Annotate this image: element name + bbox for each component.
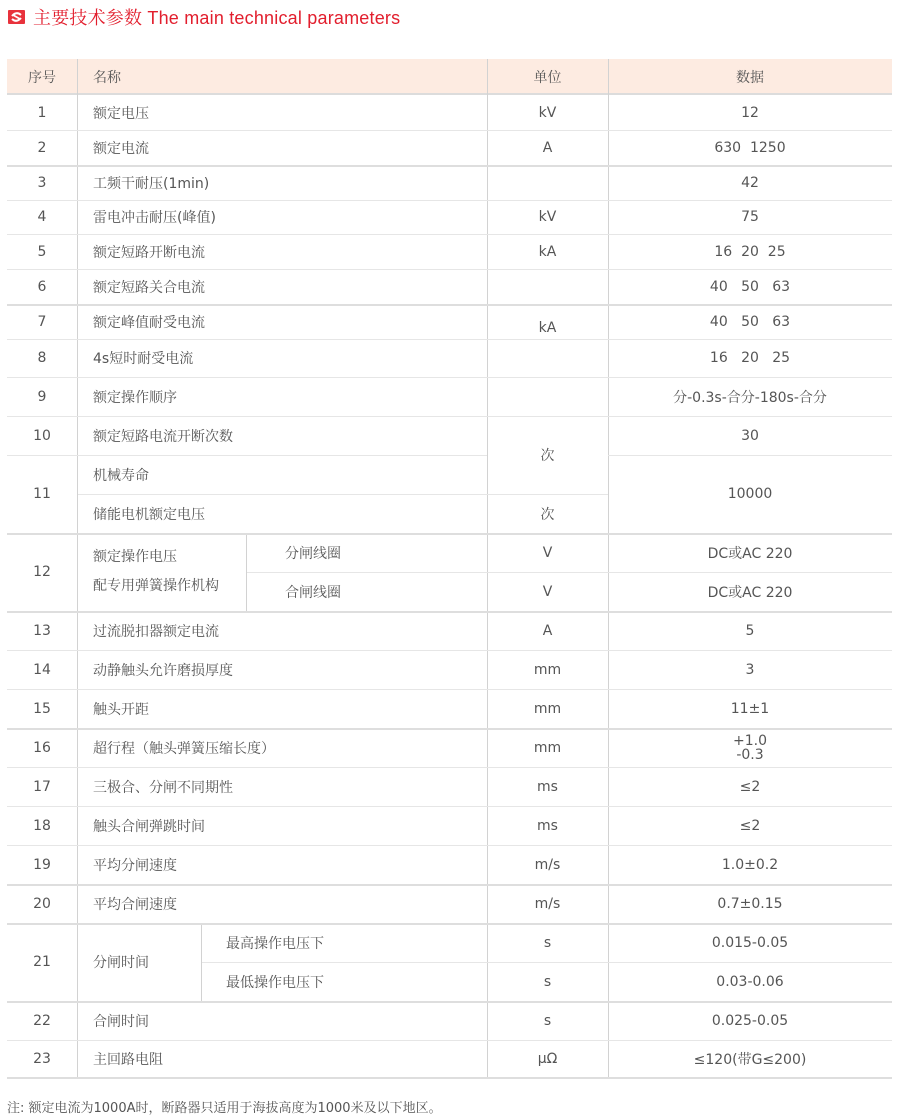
row-unit: μΩ: [537, 1050, 558, 1067]
row-unit: kA: [538, 319, 557, 336]
row-subname: 最低操作电压下: [226, 974, 324, 991]
row-name: 分闸时间: [93, 955, 149, 971]
row-name: 超行程（触头弹簧压缩长度）: [93, 740, 275, 757]
row-no: 21: [33, 954, 51, 970]
row-value: 75: [741, 209, 759, 225]
row-value: 1.0±0.2: [721, 856, 779, 873]
row-value: 12: [741, 104, 759, 121]
row-name: 工频干耐压(1min): [93, 175, 210, 192]
row-value: ≤120(带G≤200): [693, 1051, 807, 1068]
row-name: 触头合闸弹跳时间: [93, 818, 205, 835]
row-name: 平均分闸速度: [93, 857, 177, 874]
row-value: 分-0.3s-合分-180s-合分: [673, 389, 827, 406]
row-name: 过流脱扣器额定电流: [93, 623, 219, 640]
tolerance-lower: -0.3: [736, 746, 764, 763]
row-name: 额定短路关合电流: [93, 279, 205, 296]
row-no: 14: [33, 661, 51, 678]
tolerance-upper: +1.0: [733, 732, 767, 749]
row-name: 额定操作顺序: [93, 389, 177, 406]
row-name-group: [77, 533, 246, 611]
row-no: 17: [33, 778, 51, 795]
row-name: 触头开距: [93, 701, 149, 718]
row-name: 额定短路电流开断次数: [93, 428, 233, 445]
row-value: 5: [745, 622, 755, 639]
row-value: DC或AC 220: [707, 545, 793, 562]
row-subname: 分闸线圈: [285, 545, 341, 562]
row-no: 2: [37, 139, 47, 156]
row-no: 12: [33, 564, 51, 580]
row-unit: [487, 269, 608, 304]
row-name-secondary: 配专用弹簧操作机构: [93, 578, 219, 594]
row-value: 30: [741, 427, 759, 444]
row-name: 额定电流: [93, 140, 149, 157]
row-unit: ms: [537, 817, 558, 834]
row-name: 合闸时间: [93, 1013, 149, 1030]
row-value: 11±1: [730, 700, 770, 717]
row-no: 7: [37, 313, 47, 330]
row-no: 23: [33, 1050, 51, 1067]
row-unit: mm: [533, 739, 562, 756]
row-value: 16 20 25: [714, 243, 786, 260]
row-value: 0.03-0.06: [716, 973, 784, 990]
row-unit: mm: [533, 700, 562, 717]
row-unit: 次: [540, 506, 555, 523]
row-value: 16 20 25: [709, 350, 791, 366]
row-value: ≤2: [739, 817, 761, 834]
row-no: 3: [37, 174, 47, 191]
row-value-tolerance: [608, 728, 892, 767]
row-value: 3: [745, 661, 755, 678]
row-no: 13: [33, 622, 51, 639]
row-no: 18: [33, 817, 51, 834]
row-name: 三极合、分闸不同期性: [93, 779, 233, 796]
row-unit: kV: [538, 104, 557, 121]
row-no: 4: [37, 209, 47, 225]
row-no: 6: [37, 278, 47, 295]
row-value: 0.7±0.15: [717, 895, 783, 912]
row-name: 额定峰值耐受电流: [93, 314, 205, 331]
technical-parameters-table: [7, 59, 892, 1079]
row-no: 11: [33, 486, 51, 502]
row-name: 额定操作电压: [93, 549, 177, 565]
row-unit: mm: [533, 661, 562, 678]
row-unit: [487, 377, 608, 416]
row-unit: s: [543, 934, 552, 951]
row-unit: V: [542, 544, 553, 561]
row-no: 15: [33, 700, 51, 717]
row-name: 额定短路开断电流: [93, 244, 205, 261]
row-unit: [487, 165, 608, 200]
row-name: 雷电冲击耐压(峰值): [93, 210, 216, 226]
row-no: 5: [37, 243, 47, 260]
row-no: 20: [33, 895, 51, 912]
row-unit: m/s: [534, 895, 561, 912]
row-name: 储能电机额定电压: [93, 506, 205, 523]
header-name: 名称: [93, 70, 121, 86]
header-unit: 单位: [533, 70, 562, 86]
row-value: 40 50 63: [709, 313, 791, 330]
header-value: 数据: [736, 70, 764, 86]
row-no: 10: [33, 427, 51, 444]
row-no: 22: [33, 1012, 51, 1029]
header-no: 序号: [28, 70, 56, 86]
row-no: 16: [33, 739, 51, 756]
row-unit: kA: [538, 243, 557, 260]
row-value: DC或AC 220: [707, 584, 793, 601]
row-unit: m/s: [534, 856, 561, 873]
row-no: 8: [37, 350, 47, 366]
row-subname: 最高操作电压下: [226, 935, 324, 952]
row-unit: s: [543, 973, 552, 990]
row-value: 42: [741, 174, 759, 191]
row-name: 机械寿命: [93, 467, 149, 484]
brand-logo-icon: [8, 10, 25, 24]
row-value: ≤2: [739, 778, 761, 795]
row-name: 平均合闸速度: [93, 896, 177, 913]
row-unit: 次: [540, 448, 555, 464]
row-value: 10000: [727, 486, 773, 502]
row-no: 1: [37, 104, 47, 121]
row-divider: [7, 1077, 892, 1079]
row-name: 额定电压: [93, 105, 149, 122]
row-no: 9: [37, 388, 47, 405]
section-title: [8, 5, 400, 29]
row-unit: [487, 339, 608, 377]
row-value: 0.025-0.05: [711, 1012, 789, 1029]
row-value: 40 50 63: [709, 278, 791, 295]
row-value: 630 1250: [714, 139, 786, 156]
row-unit: A: [542, 139, 553, 156]
row-subname: 合闸线圈: [285, 584, 341, 601]
row-name: 主回路电阻: [93, 1051, 163, 1068]
row-no: 19: [33, 856, 51, 873]
row-unit: A: [542, 622, 553, 639]
section-title-text: 主要技术参数 The main technical parameters: [33, 8, 401, 28]
row-name: 动静触头允许磨损厚度: [93, 662, 233, 679]
row-unit: V: [542, 583, 553, 600]
footnote: 注: 额定电流为1000A时，断路器只适用于海拔高度为1000米及以下地区。: [7, 1101, 442, 1116]
row-name: 4s短时耐受电流: [93, 351, 194, 367]
row-value: 0.015-0.05: [711, 934, 789, 951]
row-unit: s: [543, 1012, 552, 1029]
row-unit: ms: [537, 778, 558, 795]
row-unit: kV: [538, 209, 557, 225]
